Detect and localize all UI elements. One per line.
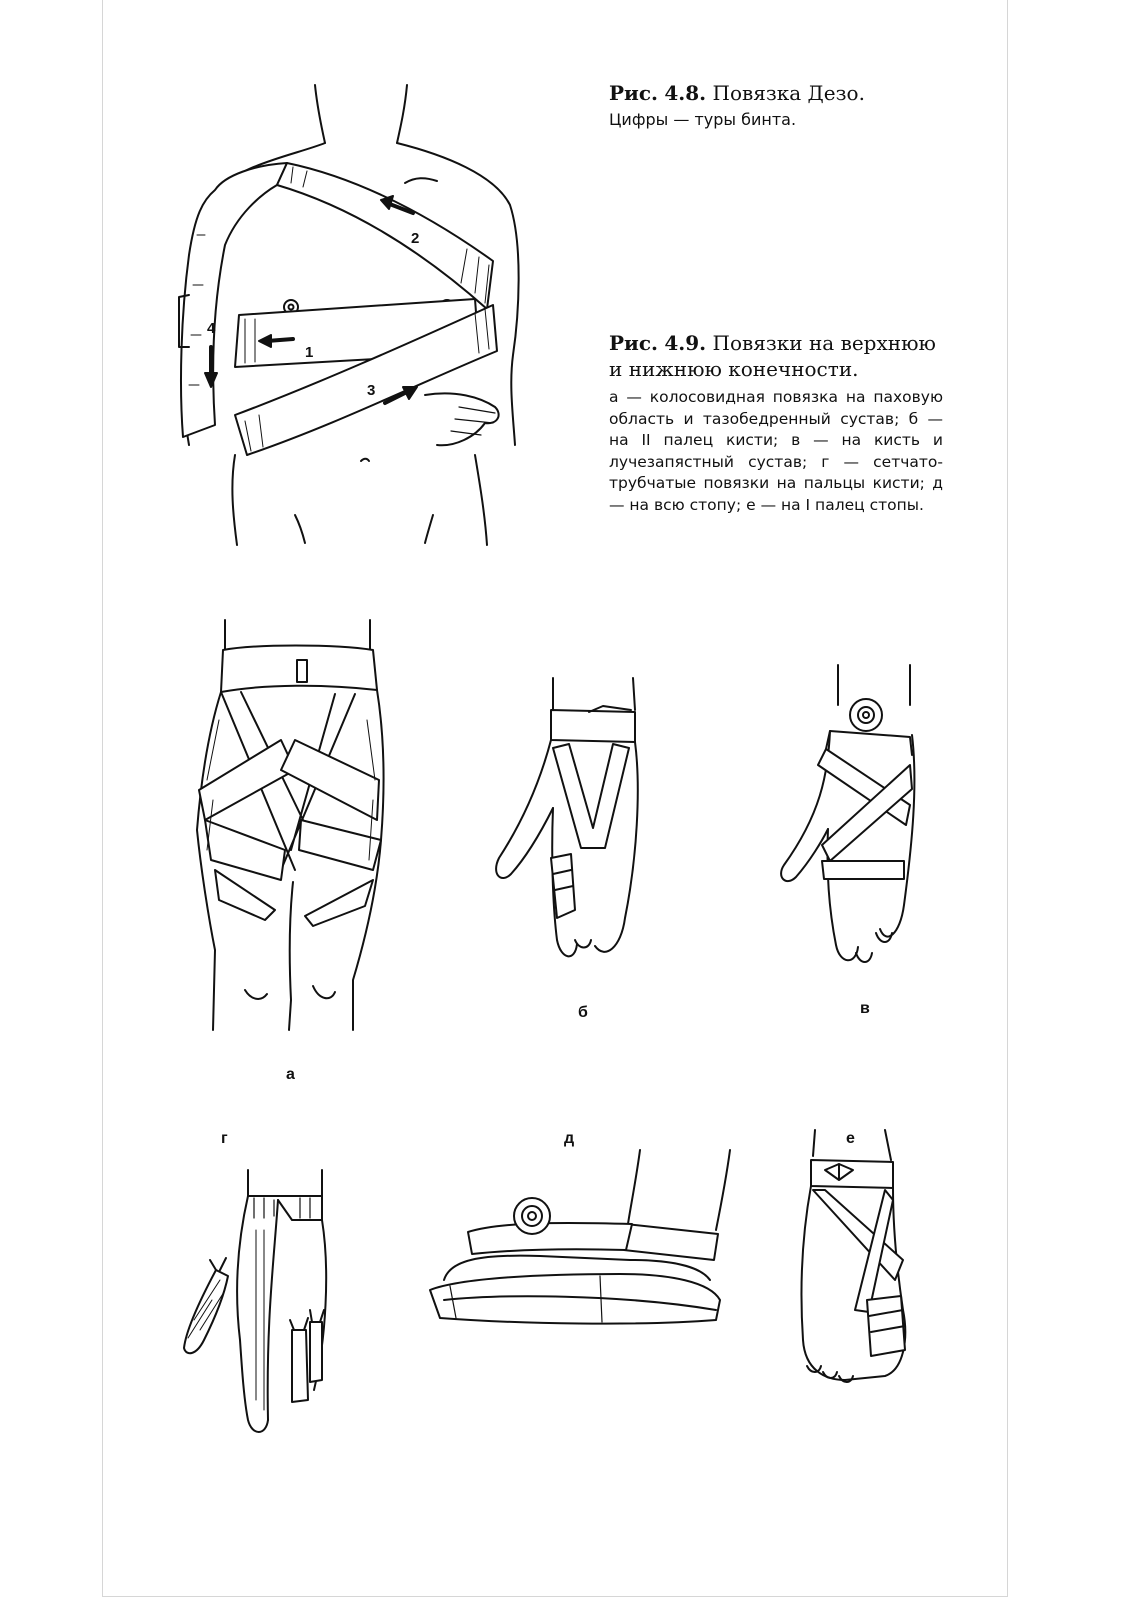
figure-desault-bandage: [175, 85, 535, 545]
figure-big-toe-bandage: [785, 1130, 915, 1390]
figure-4-8-prefix: Рис.: [609, 81, 659, 105]
figure-4-9-title: [609, 330, 943, 382]
figure-4-9-description: а — колосовидная повязка на паховую область и тазобедренный сустав; б — на II палец кисти; в — на кисть и лучезапястный сустав; г — сетчато-трубчатые повязки на пальцы кисти; д — на всю стопу; е — на I палец стопы.: [609, 388, 943, 514]
tour-label-4: 4: [207, 320, 216, 337]
figure-4-9-title-text: Повязки на верхнюю и нижнюю конечности.: [609, 331, 936, 381]
panel-label-d: д: [564, 1130, 575, 1147]
figure-hand-wrist-bandage: [770, 665, 930, 985]
panel-label-a: а: [286, 1066, 295, 1083]
panel-label-v: в: [860, 1000, 870, 1017]
panel-label-g: г: [221, 1130, 228, 1147]
figure-4-8-caption: [609, 80, 909, 131]
figure-4-8-title-text: Повязка Дезо.: [712, 81, 865, 105]
figure-4-9-prefix: Рис.: [609, 331, 659, 355]
figure-hip-spica: [185, 620, 390, 1040]
panel-label-b: б: [578, 1004, 588, 1021]
panel-label-e: е: [846, 1130, 855, 1147]
tour-label-1: 1: [305, 344, 314, 361]
figure-tubular-finger-dressings: [180, 1170, 330, 1440]
figure-4-9-number: 4.9.: [664, 331, 707, 355]
figure-finger-bandage: [485, 678, 645, 978]
figure-whole-foot-bandage: [420, 1150, 740, 1330]
tour-label-2: 2: [411, 230, 420, 247]
figure-4-8-number: 4.8.: [664, 81, 707, 105]
tour-label-3: 3: [367, 382, 376, 399]
figure-4-8-subtitle: Цифры — туры бинта.: [609, 110, 797, 129]
figure-4-8-title: [609, 80, 909, 106]
figure-4-9-caption: [609, 330, 943, 516]
